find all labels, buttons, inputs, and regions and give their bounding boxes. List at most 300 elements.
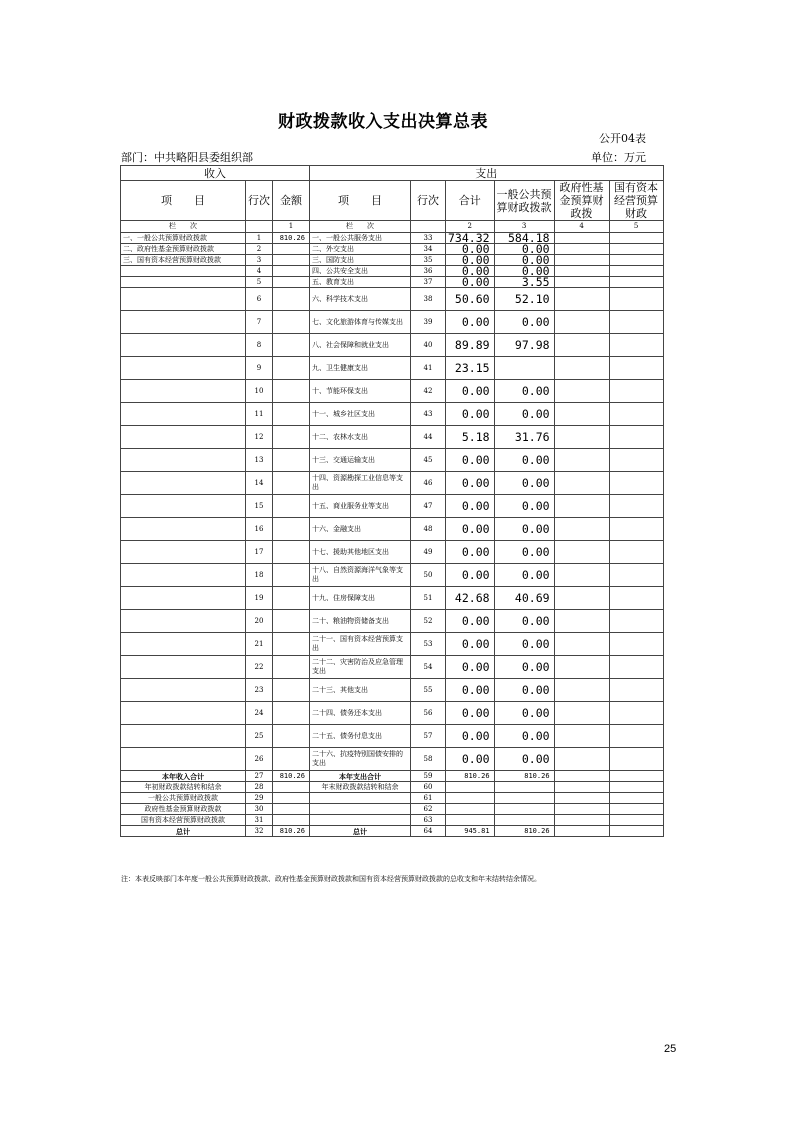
table-row [121, 426, 664, 449]
summary-row [121, 815, 664, 826]
gov-fund-amount [554, 380, 609, 403]
expense-rowno-header: 行次 [411, 181, 446, 221]
state-capital-amount [609, 426, 663, 449]
header-row-sections [121, 166, 664, 181]
income-row-no: 18 [246, 564, 273, 587]
total-amount: 734.32 [446, 233, 495, 244]
total-amount: 0.00 [446, 380, 495, 403]
table-row [121, 277, 664, 288]
state-capital-amount [609, 311, 663, 334]
income-amount [273, 656, 310, 679]
summary-total-amount: 945.81 [446, 826, 495, 837]
income-row-no: 26 [246, 748, 273, 771]
expense-item: 一、一般公共服务支出 [310, 233, 411, 244]
summary-gov-fund-amount [554, 826, 609, 837]
total-amount: 42.68 [446, 587, 495, 610]
total-amount: 0.00 [446, 277, 495, 288]
table-row [121, 656, 664, 679]
table-row [121, 725, 664, 748]
expense-row-no: 55 [411, 679, 446, 702]
gov-fund-amount [554, 725, 609, 748]
table-row [121, 495, 664, 518]
expense-item: 十五、商业服务业等支出 [310, 495, 411, 518]
state-capital-amount [609, 656, 663, 679]
unit-label: 单位：万元 [591, 151, 646, 164]
income-row-no: 5 [246, 277, 273, 288]
gov-fund-amount [554, 656, 609, 679]
expense-row-no: 37 [411, 277, 446, 288]
table-row [121, 702, 664, 725]
general-budget-amount: 97.98 [494, 334, 554, 357]
expense-row-no: 33 [411, 233, 446, 244]
state-capital-amount [609, 233, 663, 244]
summary-income-amount [273, 804, 310, 815]
page-title: 财政拨款收入支出决算总表 [278, 112, 488, 132]
income-item [121, 449, 246, 472]
general-budget-amount: 0.00 [494, 725, 554, 748]
total-amount: 0.00 [446, 610, 495, 633]
gov-fund-amount [554, 702, 609, 725]
summary-income-item: 总计 [121, 826, 246, 837]
expense-item: 二、外交支出 [310, 244, 411, 255]
expense-row-no: 54 [411, 656, 446, 679]
expense-item: 八、社会保障和就业支出 [310, 334, 411, 357]
state-capital-amount [609, 244, 663, 255]
income-item [121, 725, 246, 748]
general-budget-amount: 52.10 [494, 288, 554, 311]
income-item: 一、一般公共预算财政拨款 [121, 233, 246, 244]
total-amount: 0.00 [446, 244, 495, 255]
income-item [121, 426, 246, 449]
summary-expense-item: 总计 [310, 826, 411, 837]
summary-state-capital-amount [609, 771, 663, 782]
table-row [121, 587, 664, 610]
expense-item: 二十六、抗疫特别国债安排的支出 [310, 748, 411, 771]
total-amount: 0.00 [446, 449, 495, 472]
state-capital-amount [609, 748, 663, 771]
general-budget-amount: 0.00 [494, 403, 554, 426]
expense-item: 二十二、灾害防治及应急管理支出 [310, 656, 411, 679]
col-index-2: 2 [446, 221, 495, 233]
summary-general-amount [494, 815, 554, 826]
state-capital-amount [609, 610, 663, 633]
total-amount: 0.00 [446, 541, 495, 564]
summary-income-row-no: 27 [246, 771, 273, 782]
income-item [121, 266, 246, 277]
summary-expense-row-no: 61 [411, 793, 446, 804]
table-row [121, 679, 664, 702]
income-amount: 810.26 [273, 233, 310, 244]
total-amount: 0.00 [446, 725, 495, 748]
gov-fund-amount [554, 244, 609, 255]
income-amount [273, 472, 310, 495]
income-amount [273, 495, 310, 518]
general-budget-amount: 0.00 [494, 610, 554, 633]
general-budget-amount: 0.00 [494, 748, 554, 771]
summary-general-amount: 810.26 [494, 771, 554, 782]
summary-income-item: 国有资本经营预算财政拨款 [121, 815, 246, 826]
summary-income-row-no: 28 [246, 782, 273, 793]
income-row-no: 19 [246, 587, 273, 610]
col-label-expense: 栏 次 [310, 221, 411, 233]
general-budget-amount: 0.00 [494, 472, 554, 495]
expense-row-no: 45 [411, 449, 446, 472]
summary-expense-item: 年末财政拨款结转和结余 [310, 782, 411, 793]
summary-state-capital-amount [609, 815, 663, 826]
gov-fund-header: 政府性基金预算财政拨 [554, 181, 609, 221]
summary-row [121, 793, 664, 804]
summary-income-amount [273, 782, 310, 793]
expense-item: 十六、金融支出 [310, 518, 411, 541]
income-row-no: 7 [246, 311, 273, 334]
expense-row-no: 49 [411, 541, 446, 564]
summary-total-amount [446, 804, 495, 815]
total-amount: 50.60 [446, 288, 495, 311]
state-capital-amount [609, 679, 663, 702]
summary-general-amount [494, 804, 554, 815]
state-capital-amount [609, 633, 663, 656]
total-amount: 0.00 [446, 702, 495, 725]
summary-income-item: 政府性基金预算财政拨款 [121, 804, 246, 815]
summary-total-amount [446, 793, 495, 804]
table-row [121, 564, 664, 587]
summary-total-amount [446, 815, 495, 826]
income-amount [273, 334, 310, 357]
expense-item: 六、科学技术支出 [310, 288, 411, 311]
gov-fund-amount [554, 426, 609, 449]
general-budget-amount: 3.55 [494, 277, 554, 288]
gov-fund-amount [554, 255, 609, 266]
gov-fund-amount [554, 266, 609, 277]
summary-gov-fund-amount [554, 793, 609, 804]
income-amount [273, 610, 310, 633]
summary-row [121, 804, 664, 815]
income-item [121, 564, 246, 587]
income-row-no: 9 [246, 357, 273, 380]
state-capital-amount [609, 277, 663, 288]
income-item [121, 610, 246, 633]
expense-row-no: 43 [411, 403, 446, 426]
summary-state-capital-amount [609, 782, 663, 793]
income-item [121, 518, 246, 541]
income-amount [273, 541, 310, 564]
income-amount [273, 679, 310, 702]
total-amount: 0.00 [446, 656, 495, 679]
gov-fund-amount [554, 587, 609, 610]
income-amount [273, 357, 310, 380]
gov-fund-amount [554, 748, 609, 771]
summary-expense-item [310, 793, 411, 804]
income-amount [273, 748, 310, 771]
expense-row-no: 35 [411, 255, 446, 266]
summary-expense-row-no: 63 [411, 815, 446, 826]
summary-income-row-no: 29 [246, 793, 273, 804]
total-amount: 0.00 [446, 518, 495, 541]
expense-row-no: 46 [411, 472, 446, 495]
summary-general-amount: 810.26 [494, 826, 554, 837]
income-row-no: 10 [246, 380, 273, 403]
total-amount: 0.00 [446, 403, 495, 426]
summary-gov-fund-amount [554, 815, 609, 826]
general-budget-amount: 584.18 [494, 233, 554, 244]
budget-table [120, 165, 664, 837]
state-capital-amount [609, 587, 663, 610]
income-item [121, 541, 246, 564]
col-index-5: 5 [609, 221, 663, 233]
summary-row [121, 826, 664, 837]
summary-income-amount: 810.26 [273, 771, 310, 782]
income-row-no: 17 [246, 541, 273, 564]
income-item: 二、政府性基金预算财政拨款 [121, 244, 246, 255]
expense-row-no: 51 [411, 587, 446, 610]
total-amount: 5.18 [446, 426, 495, 449]
summary-income-amount [273, 793, 310, 804]
summary-expense-row-no: 62 [411, 804, 446, 815]
gov-fund-amount [554, 403, 609, 426]
col-index-1: 1 [273, 221, 310, 233]
state-capital-amount [609, 403, 663, 426]
state-capital-amount [609, 495, 663, 518]
summary-expense-item [310, 804, 411, 815]
income-row-no: 4 [246, 266, 273, 277]
expense-row-no: 48 [411, 518, 446, 541]
income-amount-header: 金额 [273, 181, 310, 221]
summary-gov-fund-amount [554, 782, 609, 793]
summary-income-row-no: 31 [246, 815, 273, 826]
income-item: 三、国有资本经营预算财政拨款 [121, 255, 246, 266]
gov-fund-amount [554, 610, 609, 633]
total-amount: 89.89 [446, 334, 495, 357]
expense-row-no: 52 [411, 610, 446, 633]
summary-income-row-no: 30 [246, 804, 273, 815]
income-item [121, 403, 246, 426]
table-row [121, 403, 664, 426]
expense-item: 十三、交通运输支出 [310, 449, 411, 472]
state-capital-amount [609, 725, 663, 748]
income-amount [273, 449, 310, 472]
income-item [121, 702, 246, 725]
table-row [121, 244, 664, 255]
expense-row-no: 58 [411, 748, 446, 771]
total-amount: 0.00 [446, 679, 495, 702]
gov-fund-amount [554, 679, 609, 702]
income-row-no: 2 [246, 244, 273, 255]
expense-item: 七、文化旅游体育与传媒支出 [310, 311, 411, 334]
summary-expense-row-no: 59 [411, 771, 446, 782]
income-row-no: 16 [246, 518, 273, 541]
income-item [121, 495, 246, 518]
income-header: 收入 [121, 166, 310, 181]
income-row-no: 24 [246, 702, 273, 725]
summary-general-amount [494, 782, 554, 793]
header-row-col-index [121, 221, 664, 233]
income-row-no: 13 [246, 449, 273, 472]
summary-row [121, 782, 664, 793]
expense-item: 三、国防支出 [310, 255, 411, 266]
income-row-no: 12 [246, 426, 273, 449]
table-row [121, 449, 664, 472]
income-item [121, 679, 246, 702]
expense-row-no: 38 [411, 288, 446, 311]
total-amount: 0.00 [446, 495, 495, 518]
state-capital-amount [609, 449, 663, 472]
total-amount: 0.00 [446, 564, 495, 587]
expense-row-no: 53 [411, 633, 446, 656]
table-row [121, 288, 664, 311]
gov-fund-amount [554, 334, 609, 357]
summary-expense-item: 本年支出合计 [310, 771, 411, 782]
expense-item: 九、卫生健康支出 [310, 357, 411, 380]
col-index-blank [411, 221, 446, 233]
income-row-no: 8 [246, 334, 273, 357]
general-budget-amount: 0.00 [494, 564, 554, 587]
expense-row-no: 41 [411, 357, 446, 380]
table-row [121, 472, 664, 495]
gov-fund-amount [554, 541, 609, 564]
income-item [121, 656, 246, 679]
state-capital-amount [609, 288, 663, 311]
income-row-no: 1 [246, 233, 273, 244]
expense-item: 十四、资源勘探工业信息等支出 [310, 472, 411, 495]
general-budget-amount: 0.00 [494, 679, 554, 702]
expense-item: 二十四、债务还本支出 [310, 702, 411, 725]
expense-row-no: 44 [411, 426, 446, 449]
total-amount: 0.00 [446, 633, 495, 656]
income-amount [273, 277, 310, 288]
state-capital-amount [609, 518, 663, 541]
expense-item: 五、教育支出 [310, 277, 411, 288]
expense-item: 十、节能环保支出 [310, 380, 411, 403]
expense-row-no: 56 [411, 702, 446, 725]
expense-item: 二十五、债务付息支出 [310, 725, 411, 748]
general-budget-amount: 0.00 [494, 244, 554, 255]
income-item [121, 633, 246, 656]
expense-item: 十一、城乡社区支出 [310, 403, 411, 426]
general-budget-amount: 40.69 [494, 587, 554, 610]
total-amount: 0.00 [446, 266, 495, 277]
table-row [121, 633, 664, 656]
table-row [121, 748, 664, 771]
general-budget-amount: 0.00 [494, 656, 554, 679]
gov-fund-amount [554, 288, 609, 311]
summary-income-item: 年初财政拨款结转和结余 [121, 782, 246, 793]
expense-row-no: 57 [411, 725, 446, 748]
income-rowno-header: 行次 [246, 181, 273, 221]
income-amount [273, 725, 310, 748]
income-row-no: 14 [246, 472, 273, 495]
expense-row-no: 40 [411, 334, 446, 357]
page-number: 25 [664, 1043, 677, 1055]
state-capital-header: 国有资本经营预算财政 [609, 181, 663, 221]
col-index-4: 4 [554, 221, 609, 233]
state-capital-amount [609, 380, 663, 403]
summary-gov-fund-amount [554, 804, 609, 815]
summary-total-amount: 810.26 [446, 771, 495, 782]
general-budget-amount: 0.00 [494, 449, 554, 472]
total-amount: 0.00 [446, 255, 495, 266]
header-row-columns [121, 181, 664, 221]
income-row-no: 6 [246, 288, 273, 311]
gov-fund-amount [554, 277, 609, 288]
expense-item: 十七、援助其他地区支出 [310, 541, 411, 564]
table-row [121, 311, 664, 334]
income-item [121, 311, 246, 334]
general-budget-amount [494, 357, 554, 380]
total-amount: 0.00 [446, 472, 495, 495]
income-item [121, 587, 246, 610]
expense-row-no: 34 [411, 244, 446, 255]
table-row [121, 541, 664, 564]
income-amount [273, 518, 310, 541]
general-budget-amount: 0.00 [494, 311, 554, 334]
state-capital-amount [609, 357, 663, 380]
general-budget-amount: 0.00 [494, 266, 554, 277]
table-row [121, 518, 664, 541]
expense-row-no: 36 [411, 266, 446, 277]
summary-income-item: 本年收入合计 [121, 771, 246, 782]
col-label-income: 栏 次 [121, 221, 246, 233]
table-row [121, 233, 664, 244]
expense-item-header: 项 目 [310, 181, 411, 221]
summary-general-amount [494, 793, 554, 804]
income-item [121, 334, 246, 357]
general-budget-header: 一般公共预算财政拨款 [494, 181, 554, 221]
summary-expense-row-no: 64 [411, 826, 446, 837]
gov-fund-amount [554, 518, 609, 541]
summary-row [121, 771, 664, 782]
income-amount [273, 587, 310, 610]
general-budget-amount: 31.76 [494, 426, 554, 449]
general-budget-amount: 0.00 [494, 518, 554, 541]
income-item [121, 748, 246, 771]
expense-row-no: 47 [411, 495, 446, 518]
footnote: 注：本表反映部门本年度一般公共预算财政拨款、政府性基金预算财政拨款和国有资本经营预算财政拨款的总收支和年末结转结余情况。 [121, 875, 541, 883]
table-row [121, 380, 664, 403]
income-amount [273, 288, 310, 311]
col-index-blank [246, 221, 273, 233]
expense-row-no: 42 [411, 380, 446, 403]
income-row-no: 21 [246, 633, 273, 656]
col-index-3: 3 [494, 221, 554, 233]
general-budget-amount: 0.00 [494, 255, 554, 266]
income-item-header: 项 目 [121, 181, 246, 221]
gov-fund-amount [554, 495, 609, 518]
summary-income-amount: 810.26 [273, 826, 310, 837]
income-row-no: 3 [246, 255, 273, 266]
expense-item: 十二、农林水支出 [310, 426, 411, 449]
table-row [121, 255, 664, 266]
expense-row-no: 50 [411, 564, 446, 587]
gov-fund-amount [554, 449, 609, 472]
gov-fund-amount [554, 564, 609, 587]
summary-state-capital-amount [609, 793, 663, 804]
expense-item: 二十三、其他支出 [310, 679, 411, 702]
income-item [121, 277, 246, 288]
income-amount [273, 426, 310, 449]
table-row [121, 610, 664, 633]
summary-income-item: 一般公共预算财政拨款 [121, 793, 246, 804]
expense-item: 二十、粮油物资储备支出 [310, 610, 411, 633]
table-row [121, 357, 664, 380]
income-row-no: 25 [246, 725, 273, 748]
income-amount [273, 244, 310, 255]
expense-header: 支出 [310, 166, 664, 181]
income-amount [273, 255, 310, 266]
income-amount [273, 633, 310, 656]
expense-item: 十八、自然资源海洋气象等支出 [310, 564, 411, 587]
income-amount [273, 702, 310, 725]
summary-gov-fund-amount [554, 771, 609, 782]
